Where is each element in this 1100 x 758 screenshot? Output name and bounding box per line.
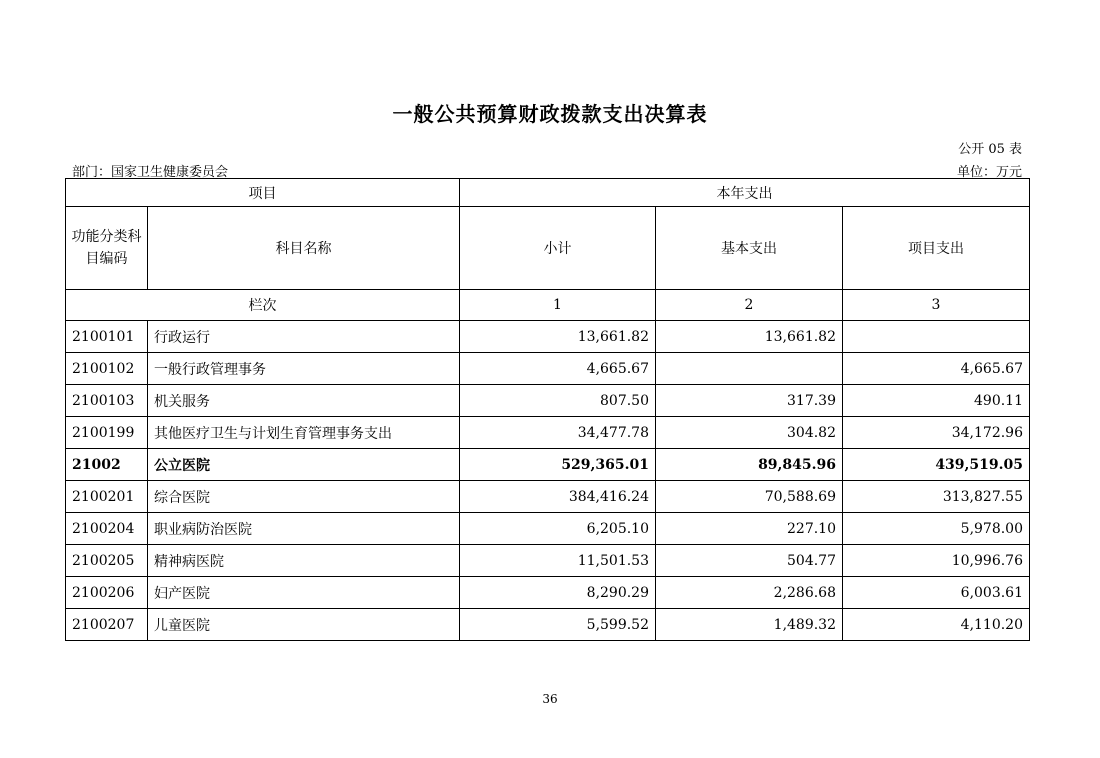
- row-subtotal: 11,501.53: [460, 545, 656, 577]
- table-row: [66, 385, 1030, 417]
- row-basic: 504.77: [656, 545, 843, 577]
- row-basic: 304.82: [656, 417, 843, 449]
- row-subtotal: 4,665.67: [460, 353, 656, 385]
- row-subtotal: 384,416.24: [460, 481, 656, 513]
- row-basic: 70,588.69: [656, 481, 843, 513]
- row-code: 2100101: [66, 321, 148, 353]
- header-subtotal: 小计: [460, 207, 656, 290]
- header-col-1: 1: [460, 290, 656, 321]
- row-basic: 2,286.68: [656, 577, 843, 609]
- row-project: 34,172.96: [843, 417, 1030, 449]
- row-name: 综合医院: [148, 481, 460, 513]
- header-code: [66, 207, 148, 290]
- page-number: 36: [542, 692, 558, 706]
- row-subtotal: 13,661.82: [460, 321, 656, 353]
- row-subtotal: 6,205.10: [460, 513, 656, 545]
- row-project: 4,110.20: [843, 609, 1030, 641]
- row-code: 2100102: [66, 353, 148, 385]
- row-name: 机关服务: [148, 385, 460, 417]
- row-code: 2100199: [66, 417, 148, 449]
- row-project: 6,003.61: [843, 577, 1030, 609]
- department-label: 部门：国家卫生健康委员会: [72, 165, 229, 180]
- row-name: 行政运行: [148, 321, 460, 353]
- row-name: 公立医院: [148, 449, 460, 481]
- row-basic: 227.10: [656, 513, 843, 545]
- expense-table: [65, 178, 1030, 641]
- row-subtotal: 34,477.78: [460, 417, 656, 449]
- table-row: [66, 609, 1030, 641]
- table-row: [66, 513, 1030, 545]
- row-name: 儿童医院: [148, 609, 460, 641]
- header-basic: 基本支出: [656, 207, 843, 290]
- header-row-1: [66, 179, 1030, 207]
- row-basic: [656, 353, 843, 385]
- row-code: 2100103: [66, 385, 148, 417]
- row-basic: 317.39: [656, 385, 843, 417]
- row-project: 4,665.67: [843, 353, 1030, 385]
- row-name: 职业病防治医院: [148, 513, 460, 545]
- header-current-year-expense: 本年支出: [460, 179, 1030, 207]
- table-row: [66, 321, 1030, 353]
- form-number: 公开 05 表: [958, 142, 1022, 157]
- row-project: 313,827.55: [843, 481, 1030, 513]
- header-col-3: 3: [843, 290, 1030, 321]
- row-name: 妇产医院: [148, 577, 460, 609]
- row-subtotal: 807.50: [460, 385, 656, 417]
- row-project: 5,978.00: [843, 513, 1030, 545]
- row-project: 10,996.76: [843, 545, 1030, 577]
- header-row-column-order: [66, 290, 1030, 321]
- table-row: [66, 545, 1030, 577]
- row-basic: 89,845.96: [656, 449, 843, 481]
- header-column-order: 栏次: [66, 290, 460, 321]
- header-name: 科目名称: [148, 207, 460, 290]
- row-name: 其他医疗卫生与计划生育管理事务支出: [148, 417, 460, 449]
- row-code: 2100207: [66, 609, 148, 641]
- table-row: [66, 417, 1030, 449]
- table-row: [66, 353, 1030, 385]
- row-name: 精神病医院: [148, 545, 460, 577]
- unit-label: 单位：万元: [956, 165, 1022, 180]
- row-code: 2100201: [66, 481, 148, 513]
- document-title: 一般公共预算财政拨款支出决算表: [392, 102, 708, 126]
- row-code: 2100204: [66, 513, 148, 545]
- row-subtotal: 5,599.52: [460, 609, 656, 641]
- row-basic: 1,489.32: [656, 609, 843, 641]
- table-row: [66, 481, 1030, 513]
- header-project-expense: 项目支出: [843, 207, 1030, 290]
- table-row: [66, 577, 1030, 609]
- row-subtotal: 529,365.01: [460, 449, 656, 481]
- header-code-label: 功能分类科目编码: [71, 229, 142, 267]
- row-name: 一般行政管理事务: [148, 353, 460, 385]
- row-code: 2100205: [66, 545, 148, 577]
- row-subtotal: 8,290.29: [460, 577, 656, 609]
- row-project: 490.11: [843, 385, 1030, 417]
- row-project: 439,519.05: [843, 449, 1030, 481]
- row-code: 21002: [66, 449, 148, 481]
- row-code: 2100206: [66, 577, 148, 609]
- row-basic: 13,661.82: [656, 321, 843, 353]
- header-row-2: [66, 207, 1030, 290]
- header-col-2: 2: [656, 290, 843, 321]
- table-row: [66, 449, 1030, 481]
- row-project: [843, 321, 1030, 353]
- header-project: 项目: [66, 179, 460, 207]
